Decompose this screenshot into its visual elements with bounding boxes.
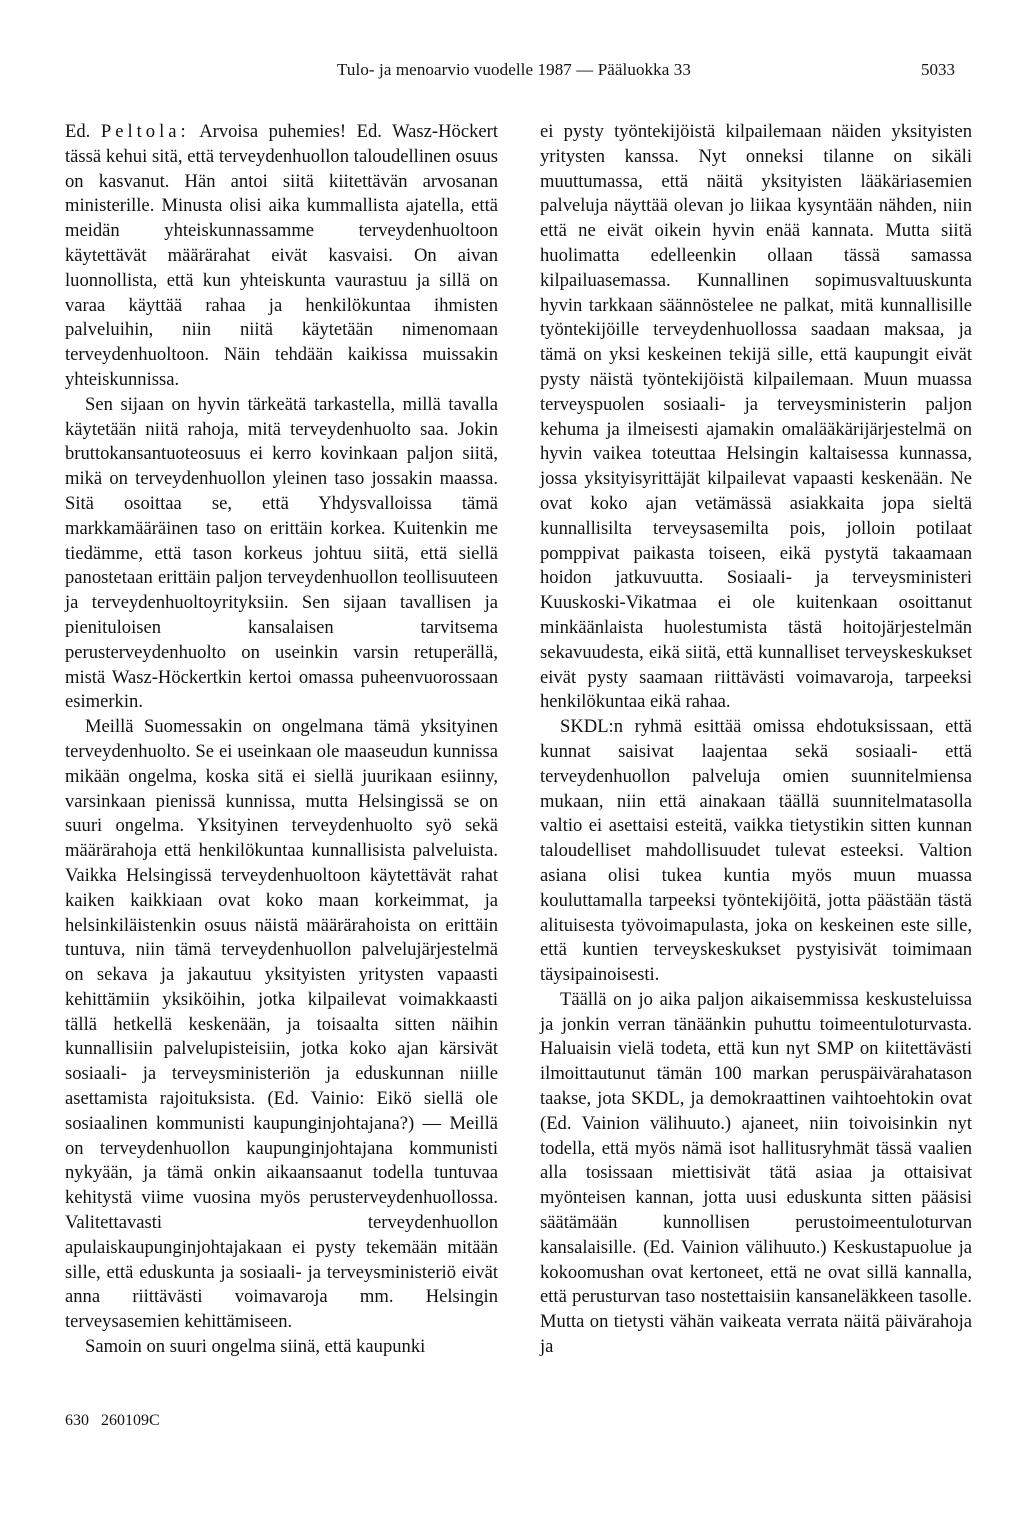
- right-column: [540, 120, 972, 1360]
- left-paragraph-4: Samoin on suuri ongelma siinä, että kaupunki: [85, 1336, 426, 1358]
- page-number: 5033: [921, 60, 955, 79]
- left-paragraph-2: Sen sijaan on hyvin tärkeätä tarkastella, millä tavalla käytetään niitä rahoja, mitä terveydenhuolto saa. Jokin bruttokansantuoteosuus ei kerro kovinkaan paljon siitä, mikä on terveydenhuollon yleinen taso jossakin maassa. Sitä osoittaa se, että Yhdysvalloissa tämä markkamääräinen taso on erittäin korkea. Kuitenkin me tiedämme, että tason korkeus johtuu siitä, että siellä panostetaan erittäin paljon terveydenhuollon teollisuuteen ja terveydenhuoltoyrityksiin. Sen sijaan tavallisen ja pienituloisen kansalaisen tarvitsema perusterveydenhuolto on useinkin varsin retuperällä, mistä Wasz-Höckertkin kertoi omassa puheenvuorossaan esimerkin.: [65, 393, 498, 713]
- left-paragraph-1: [65, 120, 498, 393]
- right-paragraph-2: SKDL:n ryhmä esittää omissa ehdotuksissaan, että kunnat saisivat laajentaa sekä sosiaali- että terveydenhuollon palveluja omien suunnitelmiensa mukaan, niin että ainakaan täällä suunnitelmatasolla valtio ei asettaisi esteitä, vaikka tietystikin sitten kunnan taloudelliset mahdollisuudet tulevat esteeksi. Valtion asiana olisi tukea kuntia myös muun muassa kouluttamalla tarpeeksi työntekijöitä, jotta päästään tästä alituisesta työvoimapulasta, joka on keskeinen este sille, että kuntien terveyskeskukset pystyisivät toimimaan täysipainoisesti.: [540, 716, 972, 986]
- left-paragraph-3: Meillä Suomessakin on ongelmana tämä yksityinen terveydenhuolto. Se ei useinkaan ole maaseudun kunnissa mikään ongelma, koska sitä ei siellä juurikaan esiinny, varsinkaan pienissä kunnissa, mutta Helsingissä se on suuri ongelma. Yksityinen terveydenhuolto syö sekä määrärahoja että henkilökuntaa kunnallisista palveluista. Vaikka Helsingissä terveydenhuoltoon käytettävät rahat kaiken kaikkiaan ovat koko maan korkeimmat, ja helsinkiläistenkin osuus näistä määrärahoista on erittäin tuntuva, niin tämä terveydenhuollon palvelujärjestelmä on sekava ja jakautuu yksityisten yritysten vapaasti kehittämiin yksiköihin, jotka kilpailevat voimakkaasti tällä hetkellä keskenään, ja toisaalta sitten näihin kunnallisiin palvelupisteisiin, jotka koko ajan kärsivät sosiaali- ja terveysministeriön ja eduskunnan niille asettamista rajoituksista. (Ed. Vainio: Eikö siellä ole sosiaalinen kommunisti kaupunginjohtajana?) — Meillä on terveydenhuollon kaupunginjohtajana kommunisti nykyään, ja tämä onkin aikaansaanut todella tuntuvaa kehitystä viime vuosina myös perusterveydenhuollossa. Valitettavasti terveydenhuollon apulaiskaupunginjohtajakaan ei pysty tekemään mitään sille, että eduskunta ja sosiaali- ja terveysministeriö eivät anna riittävästi voimavaroja mm. Helsingin terveysasemien kehittämiseen.: [65, 716, 498, 1333]
- running-title: Tulo- ja menoarvio vuodelle 1987 — Pääluokka 33: [337, 60, 691, 79]
- right-paragraph-1: ei pysty työntekijöistä kilpailemaan näiden yksityisten yritysten kanssa. Nyt onneksi tilanne on sikäli muuttumassa, että näitä yksityisten lääkäriasemien palveluja näyttää olevan jo liikaa kysyntään nähden, niin että ne eivät oikein hyvin enää kannata. Mutta siitä huolimatta edelleenkin ollaan tässä samassa kilpailuasemassa. Kunnallinen sopimusvaltuuskunta hyvin tarkkaan säännöstelee ne palkat, mitä kunnallisille työntekijöille terveydenhuollossa saadaan maksaa, ja tämä on yksi keskeinen tekijä sille, että kaupungit eivät pysty näistä työntekijöistä kilpailemaan. Muun muassa terveyspuolen sosiaali- ja terveysministerin paljon kehuma ja ilmeisesti ajamakin omalääkärijärjestelmä on hyvin vaikea toteuttaa Helsingin kaltaisessa kunnassa, jossa yksityisyrittäjät kilpailevat vapaasti keskenään. Ne ovat koko ajan vetämässä asiakkaita jopa sieltä kunnallisilta terveysasemilta pois, jolloin potilaat pomppivat paikasta toiseen, eikä pystytä takaamaan hoidon jatkuvuutta. Sosiaali- ja terveysministeri Kuuskoski-Vikatmaa ei ole kuitenkaan osoittanut minkäänlaista huolestumista tästä hoitojärjestelmän sekavuudesta, eikä siitä, että kunnalliset terveyskeskukset eivät pysty saamaan riittävästi voimavaroja, tarpeeksi henkilökuntaa eikä rahaa.: [540, 121, 972, 713]
- speaker-prefix: Ed.: [65, 121, 91, 142]
- print-code: 630 260109C: [65, 1412, 160, 1429]
- running-header: [0, 60, 1024, 90]
- left-column: [65, 120, 498, 1360]
- left-paragraph-1-body: Arvoisa puhemies! Ed. Wasz-Höckert tässä kehui sitä, että terveydenhuollon taloudellinen osuus on kasvanut. Hän antoi siitä kiitettävän arvosanan ministerille. Minusta olisi aika kummallista ajatella, että meidän yhteiskunnassamme terveydenhuoltoon käytettävät määrärahat eivät kasvaisi. On aivan luonnollista, että kun yhteiskunta vaurastuu ja sillä on varaa käyttää rahaa ja henkilökuntaa ihmisten palveluihin, niin niitä käytetään nimenomaan terveydenhuoltoon. Näin tehdään kaikissa muissakin yhteiskunnissa.: [65, 121, 498, 390]
- speaker-name: Peltola:: [100, 121, 190, 142]
- right-paragraph-3: Täällä on jo aika paljon aikaisemmissa keskusteluissa ja jonkin verran tänäänkin puhuttu toimeentuloturvasta. Haluaisin vielä todeta, että kun nyt SMP on kiitettävästi ilmoittautunut tämän 100 markan peruspäivärahatason taakse, jota SKDL, ja demokraattinen vaihtoehtokin ovat (Ed. Vainion välihuuto.) ajaneet, niin toivoisinkin nyt todella, että myös nämä isot hallitusryhmät tässä vaalien alla tosissaan miettisivät tätä asiaa ja ottaisivat myönteisen kannan, jotta uusi eduskunta sitten pääsisi säätämään kunnollisen perustoimeentuloturvan kansalaisille. (Ed. Vainion välihuuto.) Keskustapuolue ja kokoomushan ovat kertoneet, että ne ovat sillä kannalla, että perusturvan taso nostettaisiin kansaneläkkeen tasolle. Mutta on tietysti vähän vaikeata verrata näitä päivärahoja ja: [540, 988, 972, 1358]
